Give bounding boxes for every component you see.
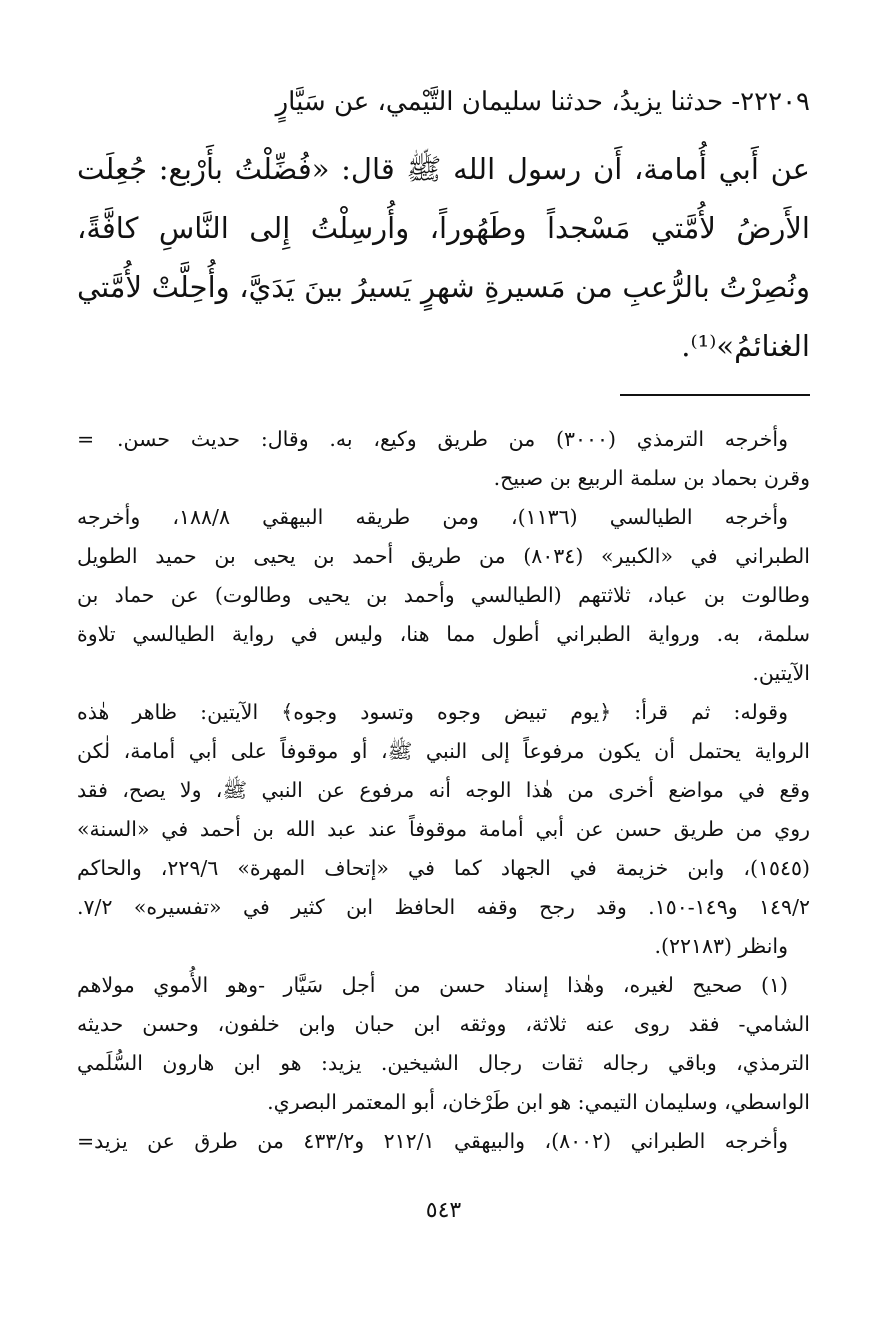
- footnote-line: الواسطي، وسليمان التيمي: هو ابن طَرْخان، أبو المعتمر البصري.: [267, 1090, 810, 1114]
- footnote-line: (١) صحيح لغيره، وهٰذا إسناد حسن من أجل سَيَّار -وهو الأُموي مولاهم: [77, 973, 788, 997]
- footnote-line: سلمة، به. ورواية الطبراني أطول مما هنا، وليس في رواية الطيالسي تلاوة: [77, 622, 810, 646]
- footnote-line: الترمذي، وباقي رجاله ثقات رجال الشيخين. يزيد: هو ابن هارون السُّلَمي: [77, 1051, 810, 1075]
- footnote-line: وقرن بحماد بن سلمة الربيع بن صبيح.: [493, 466, 810, 490]
- hadith-line: الأَرضُ لأُمَّتي مَسْجداً وطَهُوراً، وأُرسِلْتُ إِلى النَّاسِ كافَّةً،: [77, 211, 810, 245]
- hadith-heading: ٢٢٢٠٩- حدثنا يزيدُ، حدثنا سليمان التَّيْمي، عن سَيَّارٍ: [275, 87, 810, 117]
- footnote-line: الرواية يحتمل أن يكون مرفوعاً إلى النبي ﷺ، أو موقوفاً على أبي أمامة، لٰكن: [77, 739, 810, 763]
- hadith-text: [77, 140, 810, 376]
- footnote-line: وقوله: ثم قرأ: ﴿يوم تبيض وجوه وتسود وجوه﴾ الآيتين: ظاهر هٰذه: [77, 700, 788, 724]
- footnote-paragraph: [77, 966, 810, 1122]
- footnote-line: وأخرجه الترمذي (٣٠٠٠) من طريق وكيع، به. وقال: حديث حسن.: [117, 427, 789, 451]
- footnote-paragraph: [77, 1122, 810, 1161]
- footnote-line: الشامي- فقد روى عنه ثلاثة، ووثقه ابن حبان وابن خلفون، وحسن حديثه: [77, 1012, 810, 1036]
- footnote-paragraph: [77, 420, 810, 498]
- footnote-line: (١٥٤٥)، وابن خزيمة في الجهاد كما في «إتحاف المهرة» ٢٢٩/٦، والحاكم: [77, 856, 810, 880]
- footnote-line: ١٤٩/٢ و١٤٩-١٥٠. وقد رجح وقفه الحافظ ابن كثير في «تفسيره» ٧/٢.: [77, 895, 810, 919]
- page-number: ٥٤٣: [425, 1198, 462, 1223]
- footnote-line: وأخرجه الطبراني (٨٠٠٢)، والبيهقي ٢١٢/١ و٤٣٣/٢ من طرق عن يزيد=: [77, 1129, 788, 1153]
- footnote-paragraph: [77, 693, 810, 966]
- footnote-paragraph: [77, 498, 810, 693]
- footnote-line: وطالوت بن عباد، ثلاثتهم (الطيالسي وأحمد بن يحيى وطالوت) عن حماد بن: [77, 583, 810, 607]
- hadith-line: عن أَبي أُمامة، أَن رسول الله ﷺ قال: «فُضِّلْتُ بأَرْبع: جُعِلَت: [77, 152, 810, 186]
- footnote-line: روي من طريق حسن عن أبي أمامة موقوفاً عند عبد الله بن أحمد في «السنة»: [77, 817, 810, 841]
- continuation-mark: =: [77, 427, 95, 451]
- hadith-line: الغنائمُ»⁽¹⁾.: [681, 329, 810, 363]
- hadith-line: ونُصِرْتُ بالرُّعبِ من مَسيرةِ شهرٍ يَسيرُ بينَ يَدَيَّ، وأُحِلَّتْ لأُمَّتي: [77, 270, 810, 304]
- footnote-line: الطبراني في «الكبير» (٨٠٣٤) من طريق أحمد بن يحيى بن حميد الطويل: [77, 544, 810, 568]
- footnote-line: الآيتين.: [752, 661, 810, 685]
- footnote-line: وقع في مواضع أخرى من هٰذا الوجه أنه مرفوع عن النبي ﷺ، ولا يصح، فقد: [77, 778, 810, 802]
- footnote-line: وانظر (٢٢١٨٣).: [654, 934, 788, 958]
- footnote-line: وأخرجه الطيالسي (١١٣٦)، ومن طريقه البيهقي ١٨٨/٨، وأخرجه: [77, 505, 788, 529]
- footnotes: [77, 420, 810, 1161]
- footnote-divider: [620, 394, 810, 396]
